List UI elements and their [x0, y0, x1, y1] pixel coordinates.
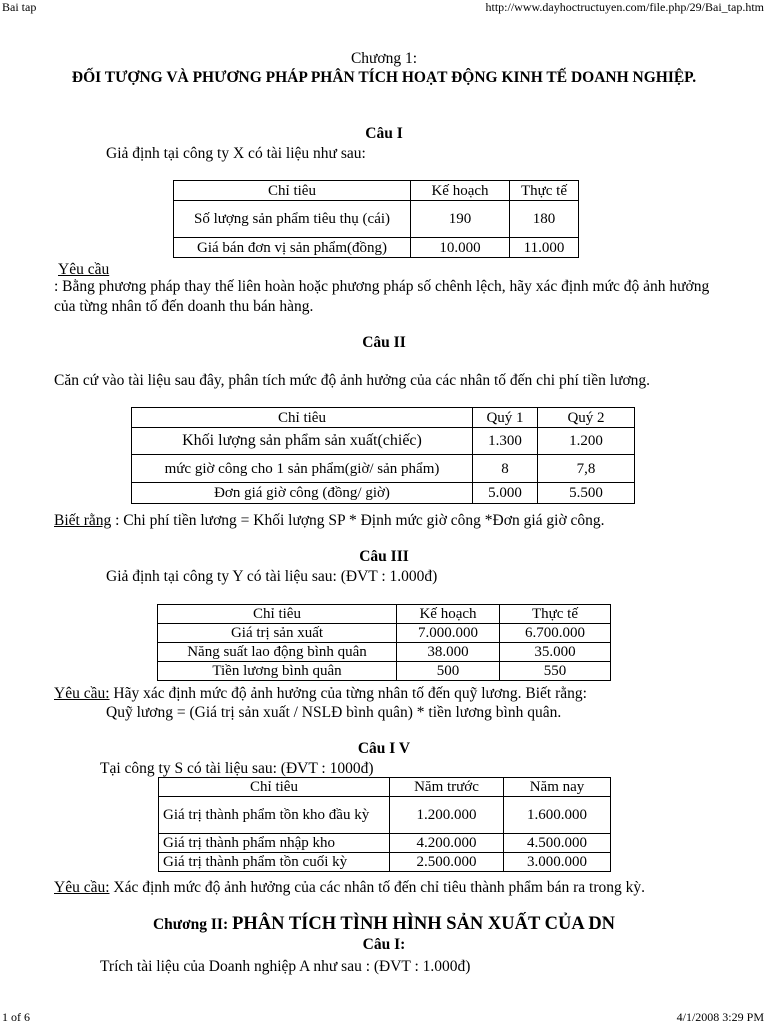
page-counter: 1 of 6 [2, 1010, 30, 1024]
table-cell: 1.200.000 [390, 797, 504, 834]
table-cell: Giá bán đơn vị sản phẩm(đồng) [174, 238, 411, 258]
table-row [132, 455, 635, 483]
q1-requirement-text: : Bằng phương pháp thay thế liên hoàn hoặc phương pháp số chênh lệch, hãy xác định mức độ ảnh hưởng của từng nhân tố đến doanh thu bán hàng. [54, 278, 710, 315]
table-row [132, 483, 635, 504]
table-row [159, 853, 611, 872]
table-row [158, 624, 611, 643]
chapter2-intro: Trích tài liệu của Doanh nghiệp A như sau : (ĐVT : 1.000đ) [100, 958, 471, 975]
table-header-cell: Kế hoạch [411, 181, 510, 201]
table-header-cell: Quý 2 [538, 408, 635, 428]
table-header-cell: Chỉ tiêu [132, 408, 473, 428]
table-cell: 11.000 [510, 238, 579, 258]
table-header-cell: Chỉ tiêu [174, 181, 411, 201]
table-header-row [159, 778, 611, 797]
table-cell: Số lượng sản phẩm tiêu thụ (cái) [174, 201, 411, 238]
table-cell: 3.000.000 [504, 853, 611, 872]
chapter2-label: Chương II: [152, 916, 229, 933]
q2-note-label: Biết rằng [54, 512, 112, 529]
q4-intro: Tại công ty S có tài liệu sau: (ĐVT : 1000đ) [100, 760, 374, 777]
table-cell: 35.000 [500, 643, 611, 662]
table-header-cell: Quý 1 [473, 408, 538, 428]
q1-heading: Câu I [365, 125, 403, 142]
table-cell: 6.700.000 [500, 624, 611, 643]
q3-formula: Quỹ lương = (Giá trị sản xuất / NSLĐ bình quân) * tiền lương bình quân. [106, 704, 562, 721]
table-cell: 8 [473, 455, 538, 483]
table-cell: Khối lượng sản phẩm sản xuất(chiếc) [132, 428, 473, 455]
table-cell: 4.500.000 [504, 834, 611, 853]
table-cell: Giá trị thành phẩm nhập kho [159, 834, 390, 853]
table-header-row [132, 408, 635, 428]
table-cell: 38.000 [397, 643, 500, 662]
table-cell: Giá trị sản xuất [158, 624, 397, 643]
table-cell: Đơn giá giờ công (đồng/ giờ) [132, 483, 473, 504]
table-header-cell: Chỉ tiêu [158, 605, 397, 624]
q2-note-text: : Chi phí tiền lương = Khối lượng SP * Định mức giờ công *Đơn giá giờ công. [111, 512, 605, 529]
q1-table [173, 180, 579, 258]
q2-note [54, 511, 605, 531]
table-cell: 1.300 [473, 428, 538, 455]
table-cell: Giá trị thành phẩm tồn cuối kỳ [159, 853, 390, 872]
table-cell: 550 [500, 662, 611, 681]
table-header-cell: Thực tế [510, 181, 579, 201]
q4-table [158, 777, 611, 872]
table-header-row [158, 605, 611, 624]
chapter1-title: ĐỐI TƯỢNG VÀ PHƯƠNG PHÁP PHÂN TÍCH HOẠT ĐỘNG KINH TẾ DOANH NGHIỆP. [71, 69, 697, 86]
table-cell: 4.200.000 [390, 834, 504, 853]
table-header-cell: Kế hoạch [397, 605, 500, 624]
q3-requirement-label: Yêu cầu: [54, 685, 110, 702]
browser-header-title: Bai tap [2, 0, 37, 14]
table-header-cell: Năm nay [504, 778, 611, 797]
q1-intro: Giả định tại công ty X có tài liệu như sau: [106, 145, 366, 162]
q4-requirement-label: Yêu cầu: [54, 879, 110, 896]
q4-heading: Câu I V [357, 740, 411, 757]
q2-intro: Căn cứ vào tài liệu sau đây, phân tích mức độ ảnh hưởng của các nhân tố đến chi phí tiền lương. [54, 372, 651, 389]
chapter2-title-line [0, 914, 768, 935]
table-cell: Tiền lương bình quân [158, 662, 397, 681]
table-cell: 2.500.000 [390, 853, 504, 872]
q2-table [131, 407, 635, 504]
table-row [174, 238, 579, 258]
q1-requirement-label: Yêu cầu [58, 261, 110, 278]
table-cell: mức giờ công cho 1 sản phẩm(giờ/ sản phẩm) [132, 455, 473, 483]
chapter2-title: PHÂN TÍCH TÌNH HÌNH SẢN XUẤT CỦA DN [232, 914, 616, 934]
table-cell: 7,8 [538, 455, 635, 483]
table-row [158, 643, 611, 662]
q2-heading: Câu II [362, 334, 406, 351]
table-cell: 1.200 [538, 428, 635, 455]
q3-intro: Giả định tại công ty Y có tài liệu sau: (ĐVT : 1.000đ) [106, 568, 438, 585]
table-cell: Năng suất lao động bình quân [158, 643, 397, 662]
table-cell: 5.500 [538, 483, 635, 504]
browser-header-url: http://www.dayhoctructuyen.com/file.php/29/Bai_tap.htm [485, 0, 764, 14]
table-row [174, 201, 579, 238]
table-header-cell: Năm trước [390, 778, 504, 797]
table-cell: 7.000.000 [397, 624, 500, 643]
table-header-row [174, 181, 579, 201]
q3-requirement-text: Hãy xác định mức độ ảnh hưởng của từng nhân tố đến quỹ lương. Biết rằng: [109, 685, 587, 702]
q4-requirement [54, 878, 645, 898]
table-row [158, 662, 611, 681]
q4-requirement-text: Xác định mức độ ảnh hưởng của các nhân tố đến chỉ tiêu thành phẩm bán ra trong kỳ. [109, 879, 645, 896]
table-cell: 190 [411, 201, 510, 238]
table-cell: 5.000 [473, 483, 538, 504]
table-header-cell: Thực tế [500, 605, 611, 624]
q3-table [157, 604, 611, 681]
table-row [132, 428, 635, 455]
chapter1-label: Chương 1: [350, 50, 418, 67]
print-timestamp: 4/1/2008 3:29 PM [676, 1010, 764, 1024]
table-header-cell: Chỉ tiêu [159, 778, 390, 797]
table-cell: 10.000 [411, 238, 510, 258]
chapter2-heading: Câu I: [362, 936, 406, 953]
table-row [159, 797, 611, 834]
table-cell: 1.600.000 [504, 797, 611, 834]
table-cell: Giá trị thành phẩm tồn kho đầu kỳ [159, 797, 390, 834]
table-cell: 500 [397, 662, 500, 681]
table-row [159, 834, 611, 853]
q3-heading: Câu III [359, 548, 409, 565]
table-cell: 180 [510, 201, 579, 238]
q3-requirement [54, 684, 587, 704]
